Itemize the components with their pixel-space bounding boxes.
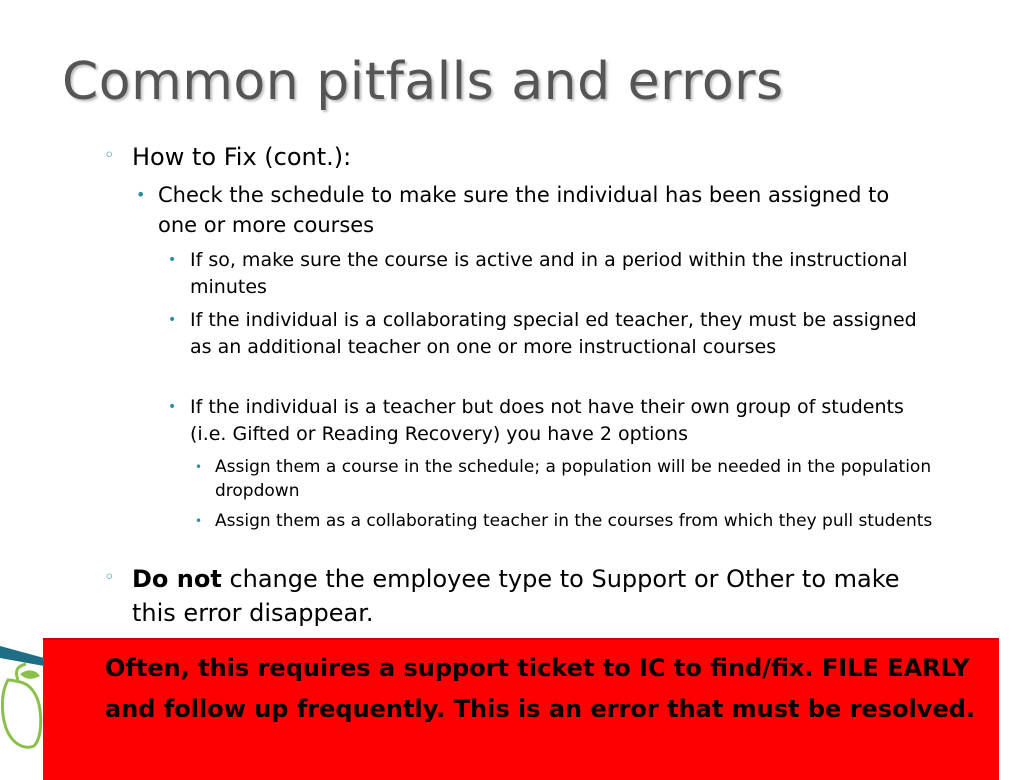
bullet-text: Assign them a course in the schedule; a population will be needed in the population dropdown	[215, 457, 932, 501]
bullet-option-collab	[195, 509, 955, 533]
bullet-collab-teacher	[168, 307, 940, 361]
bullet-text: Assign them as a collaborating teacher in the courses from which they pull students	[215, 511, 933, 531]
apple-logo-icon	[0, 640, 44, 768]
dot-bullet-icon: •	[168, 399, 177, 415]
dot-bullet-icon: •	[168, 312, 177, 328]
ring-bullet-icon: ◦	[104, 145, 115, 166]
bullet-text: Check the schedule to make sure the individual has been assigned to one or more courses	[158, 183, 890, 237]
bullet-do-not	[104, 562, 932, 630]
bullet-text: How to Fix (cont.):	[132, 143, 352, 171]
bullet-check-schedule	[136, 180, 918, 240]
emphasis-do-not: Do not	[132, 565, 222, 593]
callout-text: Often, this requires a support ticket to IC to find/fix. FILE EARLY and follow up frequently. This is an error that must be resolved.	[105, 654, 976, 723]
warning-callout	[43, 638, 999, 780]
dot-bullet-icon: •	[195, 460, 203, 474]
bullet-how-to-fix	[104, 140, 932, 174]
bullet-text: change the employee type to Support or Other to make this error disappear.	[132, 565, 900, 627]
dot-bullet-icon: •	[168, 252, 177, 268]
bullet-text: If so, make sure the course is active and in a period within the instructional minutes	[190, 249, 908, 298]
bullet-text: If the individual is a collaborating special ed teacher, they must be assigned as an additional teacher on one or more instructional courses	[190, 309, 917, 358]
ring-bullet-icon: ◦	[104, 567, 115, 588]
bullet-text: If the individual is a teacher but does not have their own group of students (i.e. Gifted or Reading Recovery) you have 2 options	[190, 396, 904, 445]
bullet-option-course	[195, 455, 955, 503]
slide-title: Common pitfalls and errors	[62, 52, 784, 112]
dot-bullet-icon: •	[136, 185, 146, 204]
bullet-teacher-no-group	[168, 394, 940, 448]
dot-bullet-icon: •	[195, 514, 203, 528]
bullet-if-so	[168, 247, 940, 301]
